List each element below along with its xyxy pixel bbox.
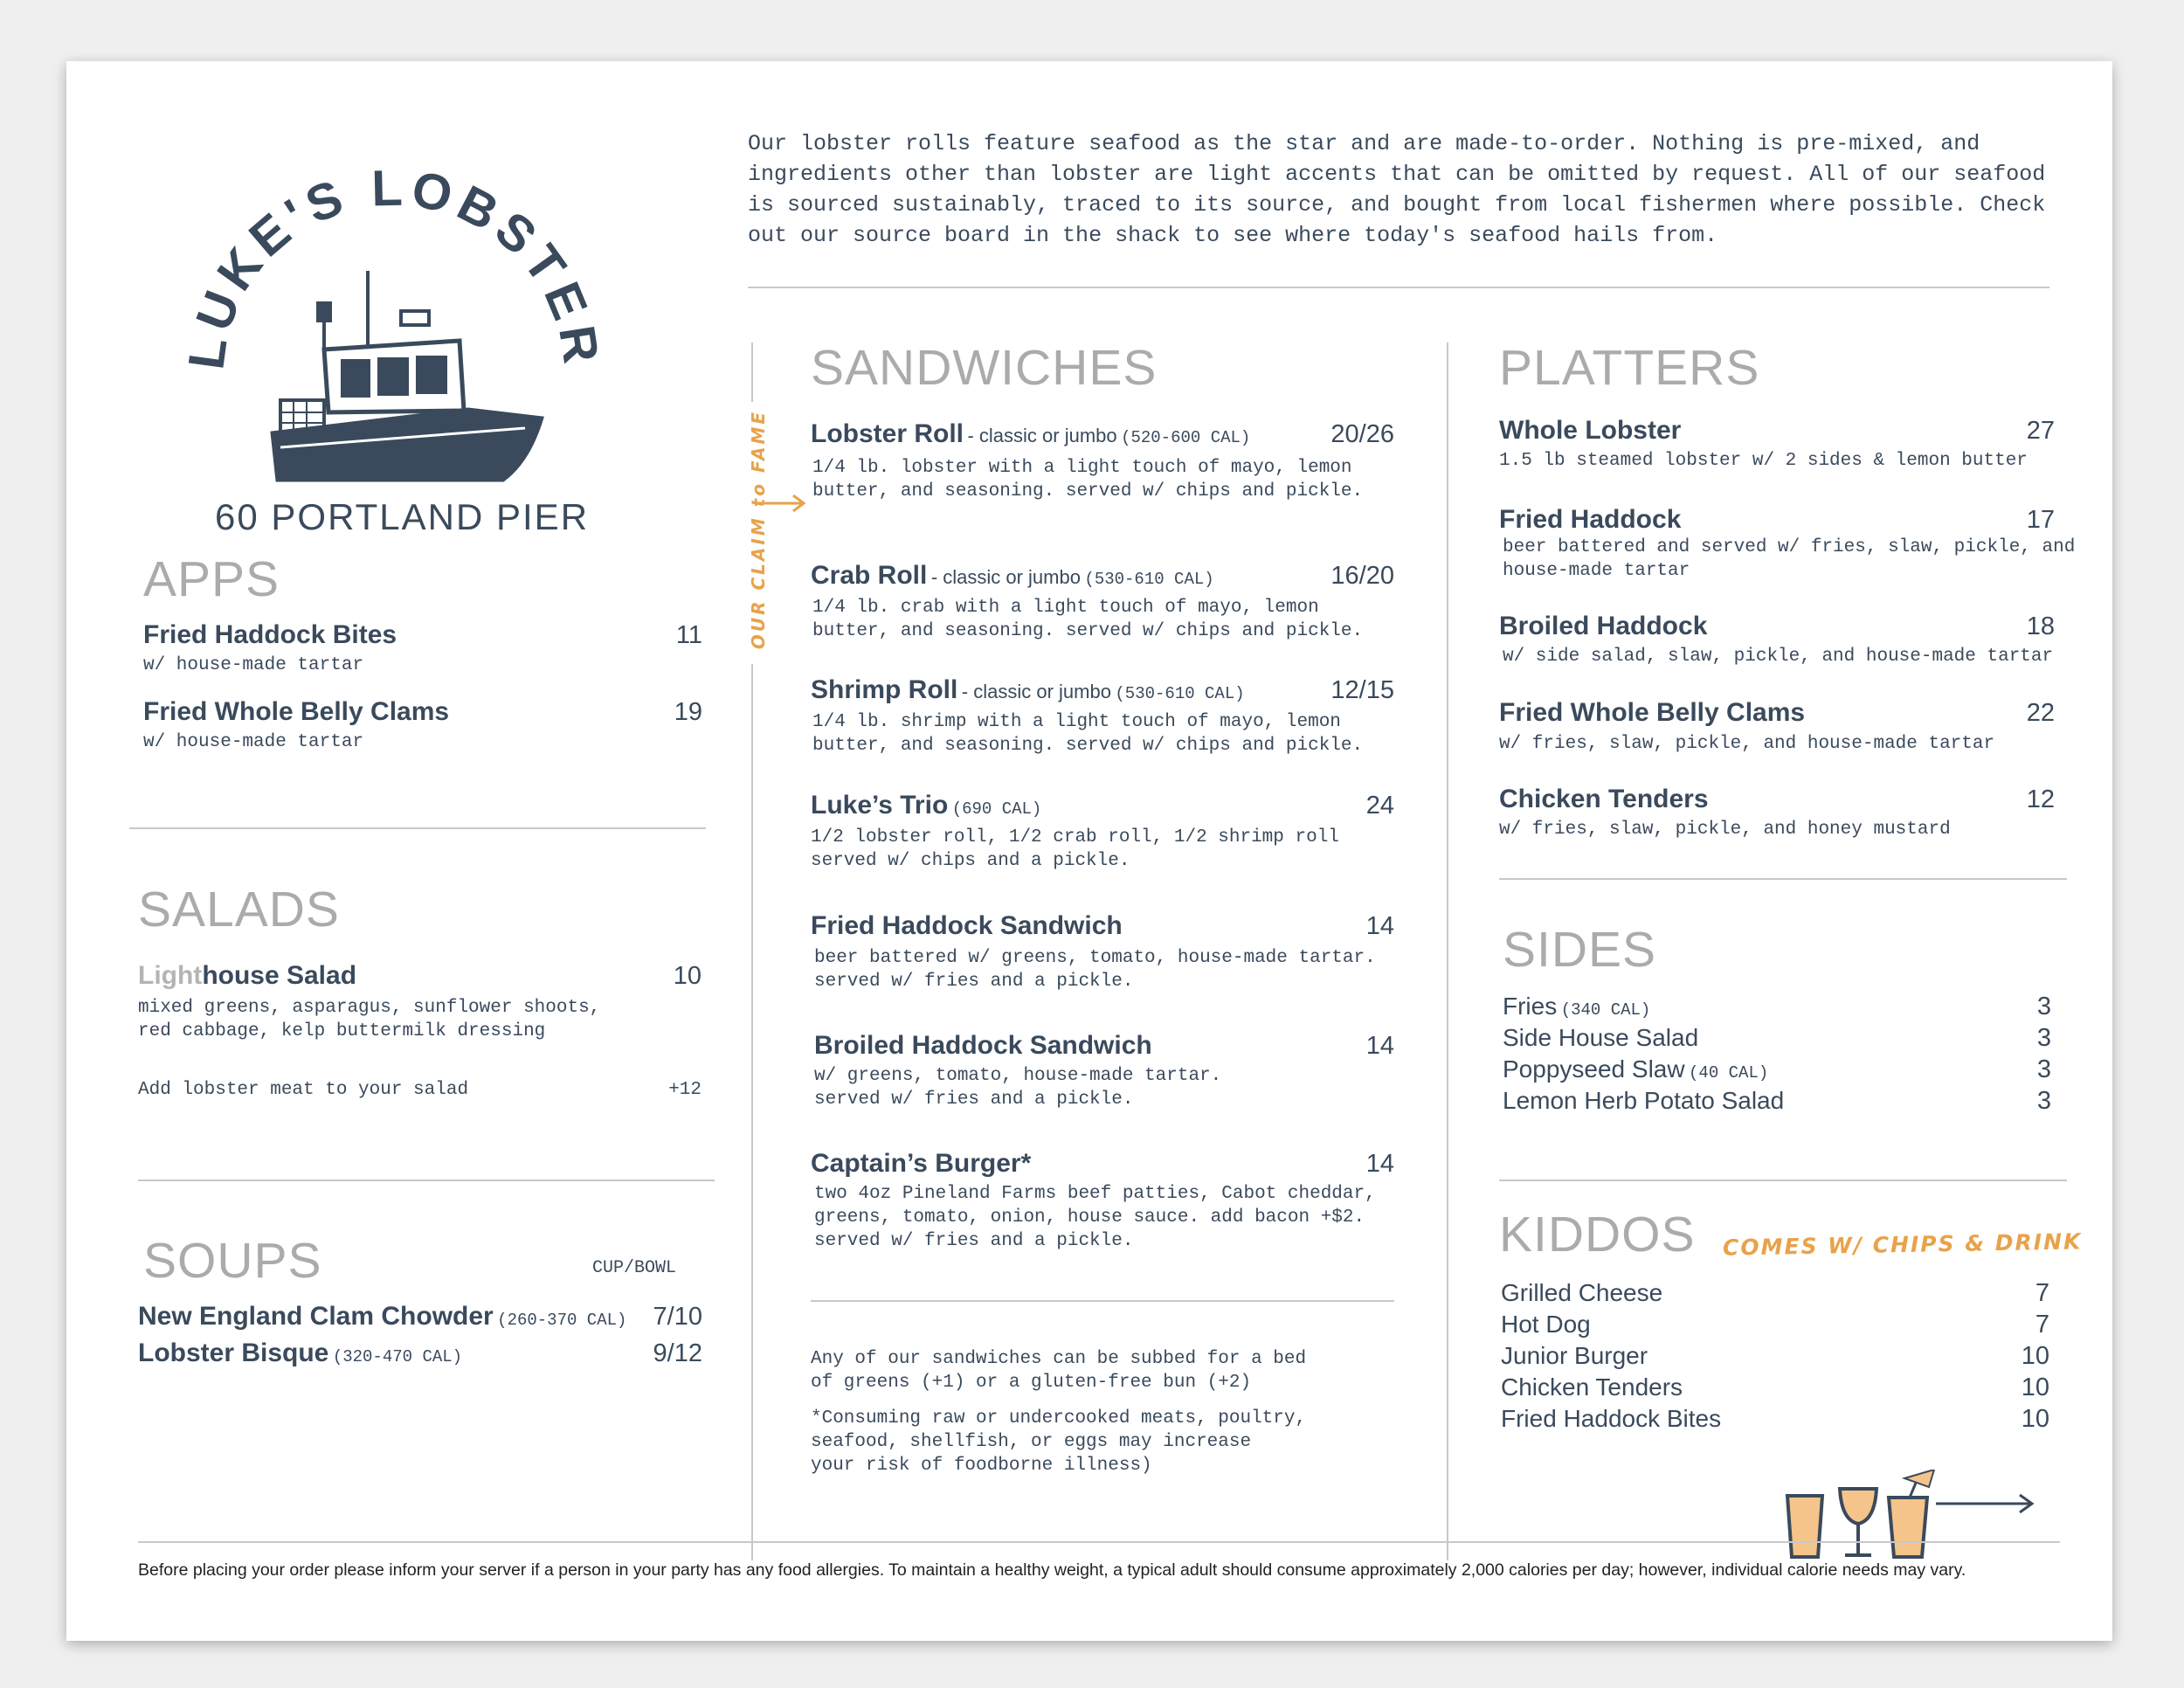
item-name: Fried Haddock Sandwich — [811, 911, 1123, 940]
item-desc: mixed greens, asparagus, sunflower shoots, red cabbage, kelp buttermilk dressing — [138, 998, 601, 1041]
item-price: 3 — [2036, 993, 2051, 1020]
item-price: 14 — [1365, 1150, 1394, 1178]
list-item — [811, 911, 1394, 941]
arrow-icon — [757, 491, 809, 515]
list-item — [814, 1031, 1394, 1061]
soups-title: SOUPS — [143, 1233, 322, 1289]
addon-row — [138, 1078, 702, 1102]
divider — [138, 1180, 715, 1181]
list-item — [1501, 1373, 2049, 1402]
divider — [1499, 1180, 2067, 1181]
item-name: Captain’s Burger* — [811, 1149, 1032, 1178]
size-label: CUP/BOWL — [592, 1258, 677, 1278]
salads-title: SALADS — [138, 882, 340, 937]
lobster-boat-icon — [272, 271, 543, 481]
item-cal: (340 CAL) — [1560, 1000, 1651, 1020]
list-item — [1503, 1024, 2051, 1053]
claim-to-fame — [741, 402, 776, 664]
sides-title: SIDES — [1503, 922, 1657, 978]
item-desc: w/ fries, slaw, pickle, and house-made tartar — [1499, 734, 1995, 754]
item-cal: (260-370 CAL) — [497, 1311, 627, 1330]
list-item — [1501, 1405, 2049, 1434]
item-name-light: Light — [138, 961, 203, 990]
list-item — [1501, 1342, 2049, 1371]
item-price: 14 — [1365, 1032, 1394, 1060]
list-item — [138, 961, 702, 991]
item-desc: w/ house-made tartar — [143, 732, 364, 752]
item-price: 10 — [673, 962, 702, 990]
item-desc: 1/4 lb. lobster with a light touch of mayo, lemon butter, and seasoning. served w/ chips and pickle. — [812, 458, 1364, 502]
item-desc: w/ house-made tartar — [143, 655, 364, 675]
item-name: Lemon Herb Potato Salad — [1503, 1087, 1785, 1114]
apps-title: APPS — [143, 551, 280, 607]
brand-arc-text: LUKE'S LOBSTER — [177, 159, 611, 373]
list-item — [1501, 1311, 2049, 1339]
list-item — [811, 561, 1394, 591]
item-name: Lobster Bisque — [138, 1339, 329, 1367]
list-item — [1499, 612, 2055, 641]
kiddos-tagline: COMES W/ CHIPS & DRINK — [1722, 1228, 2083, 1261]
item-desc: w/ side salad, slaw, pickle, and house-made tartar — [1503, 647, 2054, 667]
item-price: 12/15 — [1330, 676, 1394, 704]
item-name: Chicken Tenders — [1501, 1373, 1683, 1401]
item-price: 12 — [2026, 785, 2055, 813]
item-name: Broiled Haddock — [1499, 612, 1708, 640]
item-price: 3 — [2036, 1055, 2051, 1083]
location-text: 60 PORTLAND PIER — [215, 496, 590, 537]
item-price: 7 — [2035, 1279, 2049, 1307]
item-price: 11 — [675, 621, 702, 649]
item-name: Broiled Haddock Sandwich — [814, 1031, 1152, 1060]
item-cal: (320-470 CAL) — [332, 1347, 463, 1366]
divider — [748, 287, 2049, 288]
item-price: 9/12 — [653, 1339, 702, 1367]
item-name: Fried Whole Belly Clams — [1499, 698, 1806, 727]
item-desc: w/ greens, tomato, house-made tartar. served w/ fries and a pickle. — [814, 1066, 1222, 1110]
item-name: Luke’s Trio — [811, 791, 949, 820]
item-name: Shrimp Roll — [811, 675, 958, 704]
kiddos-title: KIDDOS — [1499, 1207, 1696, 1263]
item-desc: w/ fries, slaw, pickle, and honey mustard — [1499, 820, 1951, 840]
logo — [167, 131, 621, 498]
item-price: 20/26 — [1330, 420, 1394, 448]
item-name: Fried Haddock Bites — [143, 620, 397, 649]
item-variant: - classic or jumbo — [967, 425, 1117, 446]
item-variant: - classic or jumbo — [930, 566, 1081, 588]
list-item — [811, 675, 1394, 705]
item-name: Fried Haddock Bites — [1501, 1405, 1722, 1432]
item-cal: (520-600 CAL) — [1121, 428, 1251, 447]
sub-note: Any of our sandwiches can be subbed for a bed of greens (+1) or a gluten-free bun (+2) — [811, 1349, 1307, 1393]
item-name: Fries — [1503, 993, 1558, 1020]
item-name: Chicken Tenders — [1499, 785, 1709, 813]
item-name: Junior Burger — [1501, 1342, 1648, 1369]
list-item — [1503, 1055, 2051, 1084]
item-desc: 1/4 lb. shrimp with a light touch of mayo, lemon butter, and seasoning. served w/ chips and pickle. — [812, 712, 1364, 756]
platters-title: PLATTERS — [1499, 340, 1760, 396]
item-name: Whole Lobster — [1499, 416, 1682, 445]
item-desc: beer battered and served w/ fries, slaw, pickle, and house-made tartar — [1503, 537, 2076, 581]
item-name: Grilled Cheese — [1501, 1279, 1663, 1306]
addon-label: Add lobster meat to your salad — [138, 1080, 469, 1100]
item-name: house Salad — [202, 961, 357, 990]
list-item — [1503, 1087, 2051, 1116]
item-name: Lobster Roll — [811, 419, 964, 448]
list-item — [138, 1339, 702, 1368]
divider — [811, 1300, 1394, 1302]
item-price: 17 — [2026, 506, 2055, 534]
item-variant: - classic or jumbo — [961, 681, 1111, 702]
drinks-icon — [1779, 1470, 2067, 1566]
divider — [1499, 878, 2067, 880]
item-price: 10 — [2021, 1342, 2049, 1370]
list-item — [811, 419, 1394, 449]
item-price: 18 — [2026, 612, 2055, 640]
item-cal: (690 CAL) — [951, 799, 1042, 819]
list-item — [811, 791, 1394, 820]
item-cal: (530-610 CAL) — [1115, 684, 1245, 703]
item-price: 10 — [2021, 1405, 2049, 1433]
item-desc: 1.5 lb steamed lobster w/ 2 sides & lemon butter — [1499, 451, 2028, 471]
item-name: Hot Dog — [1501, 1311, 1591, 1338]
item-desc: 1/4 lb. crab with a light touch of mayo, lemon butter, and seasoning. served w/ chips and pickle. — [812, 598, 1364, 641]
divider — [129, 827, 706, 829]
list-item — [1499, 416, 2055, 446]
intro-text: Our lobster rolls feature seafood as the star and are made-to-order. Nothing is pre-mixed, and ingredients other than lobster are light accents that can be omitted by request. All of our seafood is sourced sustainably, traced to its source, and bought from local fishermen where possible. Check out our source board in the shack to see where today's seafood hails from. — [748, 131, 2046, 248]
list-item — [1499, 505, 2055, 535]
list-item — [143, 697, 702, 727]
item-price: 7 — [2035, 1311, 2049, 1339]
claim-text: OUR CLAIM to FAME — [748, 409, 769, 650]
item-price: 3 — [2036, 1087, 2051, 1115]
item-name: Fried Whole Belly Clams — [143, 697, 450, 726]
item-desc: 1/2 lobster roll, 1/2 crab roll, 1/2 shrimp roll served w/ chips and a pickle. — [811, 827, 1339, 871]
raw-food-warning: *Consuming raw or undercooked meats, poultry, seafood, shellfish, or eggs may increase your risk of foodborne illness) — [811, 1408, 1307, 1476]
item-name: Fried Haddock — [1499, 505, 1682, 534]
allergy-footer: Before placing your order please inform your server if a person in your party has any food allergies. To maintain a healthy weight, a typical adult should consume approximately 2,000 calories per day; however, individual calorie needs may vary. — [138, 1560, 1966, 1580]
item-name: Crab Roll — [811, 561, 928, 590]
menu-sheet — [66, 61, 2112, 1641]
item-name: Side House Salad — [1503, 1024, 1699, 1051]
list-item — [143, 620, 702, 650]
item-desc: beer battered w/ greens, tomato, house-made tartar. served w/ fries and a pickle. — [814, 948, 1376, 992]
item-cal: (40 CAL) — [1689, 1063, 1769, 1083]
item-cal: (530-610 CAL) — [1084, 570, 1214, 589]
item-name: Poppyseed Slaw — [1503, 1055, 1685, 1083]
item-price: 16/20 — [1330, 562, 1394, 590]
item-price: 7/10 — [653, 1303, 702, 1331]
list-item — [1499, 698, 2055, 728]
addon-price: +12 — [668, 1080, 702, 1100]
item-price: 22 — [2026, 699, 2055, 727]
item-price: 24 — [1365, 792, 1394, 820]
sandwiches-title: SANDWICHES — [811, 340, 1158, 396]
item-price: 3 — [2036, 1024, 2051, 1052]
item-price: 14 — [1365, 912, 1394, 940]
list-item — [1501, 1279, 2049, 1308]
item-price: 10 — [2021, 1373, 2049, 1401]
list-item — [1503, 993, 2051, 1021]
item-price: 19 — [674, 698, 702, 726]
divider — [138, 1541, 2060, 1543]
item-name: New England Clam Chowder — [138, 1302, 494, 1331]
column-divider — [1447, 342, 1448, 1560]
arrow-right-icon — [1934, 1491, 2039, 1517]
item-price: 27 — [2026, 417, 2055, 445]
item-desc: two 4oz Pineland Farms beef patties, Cabot cheddar, greens, tomato, onion, house sauce. add bacon +$2. served w/ fries and a pickle. — [814, 1184, 1376, 1251]
list-item — [138, 1302, 702, 1332]
list-item — [811, 1149, 1394, 1179]
list-item — [1499, 785, 2055, 814]
